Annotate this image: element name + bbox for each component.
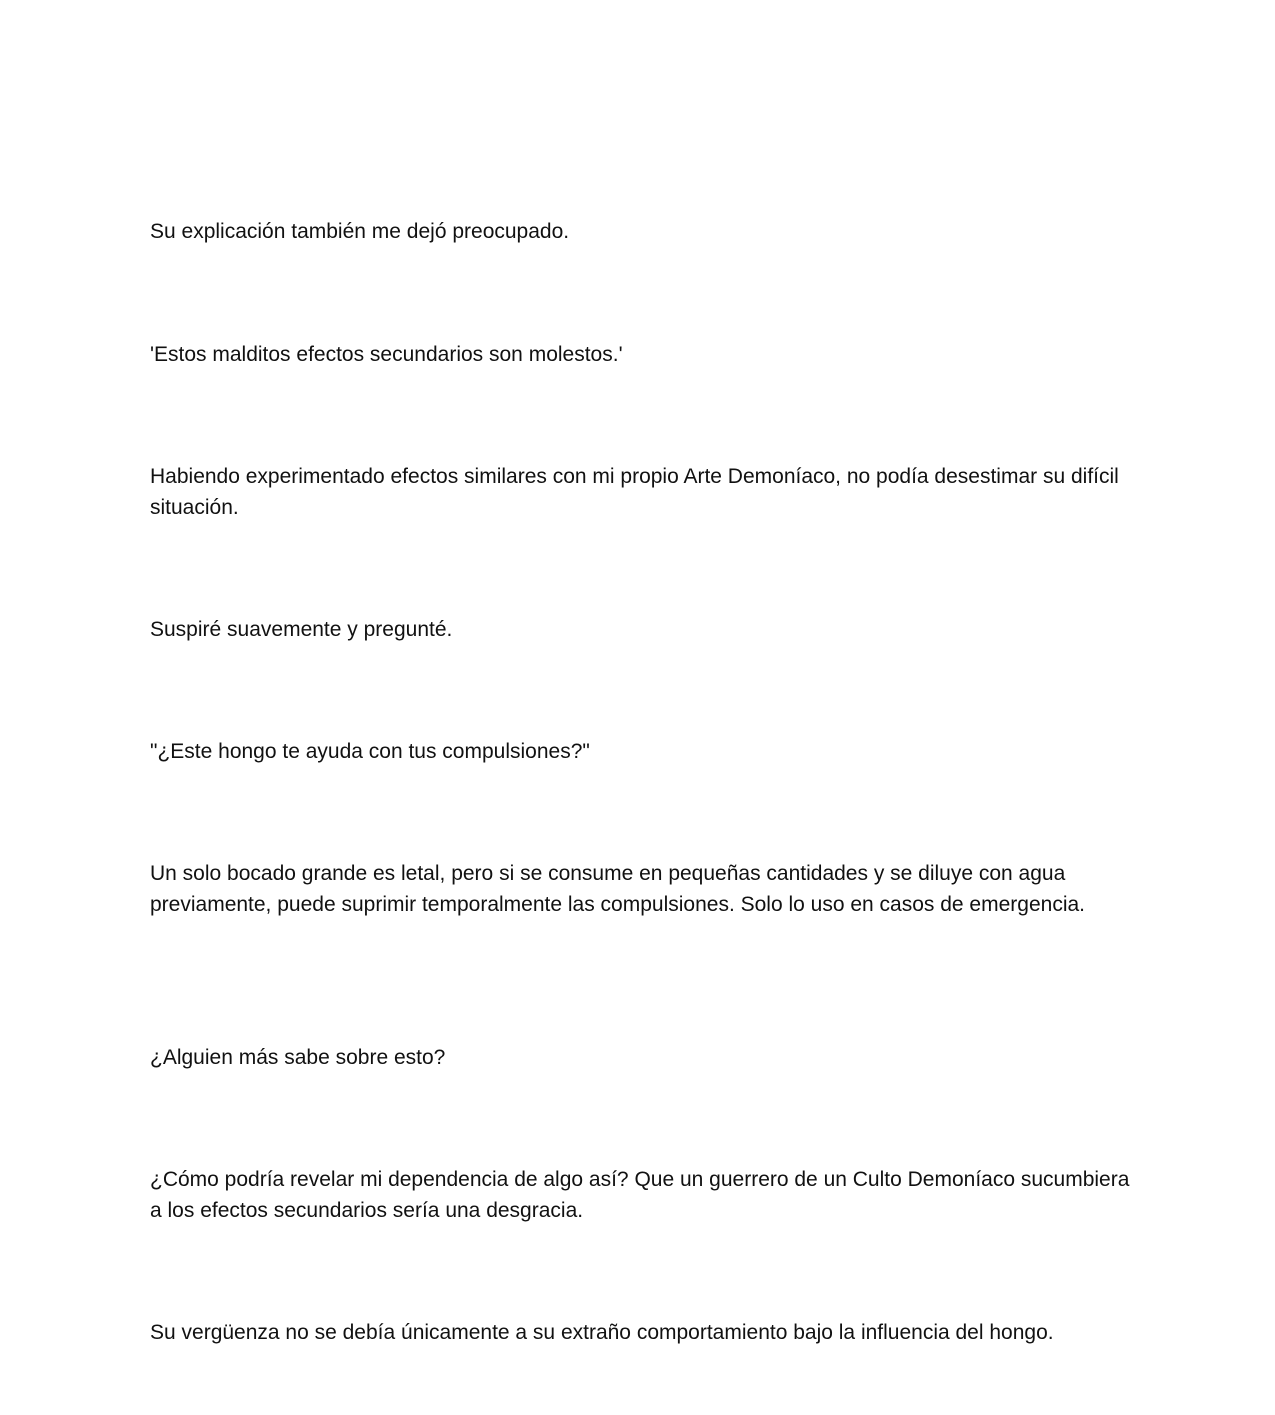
paragraph-9: Su vergüenza no se debía únicamente a su extraño comportamiento bajo la influencia del hongo. [150,1321,1054,1344]
paragraph-7: ¿Alguien más sabe sobre esto? [150,1046,446,1069]
paragraph-1: Su explicación también me dejó preocupado. [150,220,570,243]
paragraph-2: 'Estos malditos efectos secundarios son molestos.' [150,343,623,366]
paragraph-5: "¿Este hongo te ayuda con tus compulsiones?" [150,740,590,763]
paragraph-3: Habiendo experimentado efectos similares con mi propio Arte Demoníaco, no podía desestimar su difícil situación. [150,465,1119,519]
paragraph-8: ¿Cómo podría revelar mi dependencia de algo así? Que un guerrero de un Culto Demoníaco sucumbiera a los efectos secundarios sería una desgracia. [150,1168,1130,1222]
paragraph-6: Un solo bocado grande es letal, pero si se consume en pequeñas cantidades y se diluye con agua previamente, puede suprimir temporalmente las compulsiones. Solo lo uso en casos de emergencia. [150,862,1085,916]
paragraph-4: Suspiré suavemente y pregunté. [150,618,453,641]
